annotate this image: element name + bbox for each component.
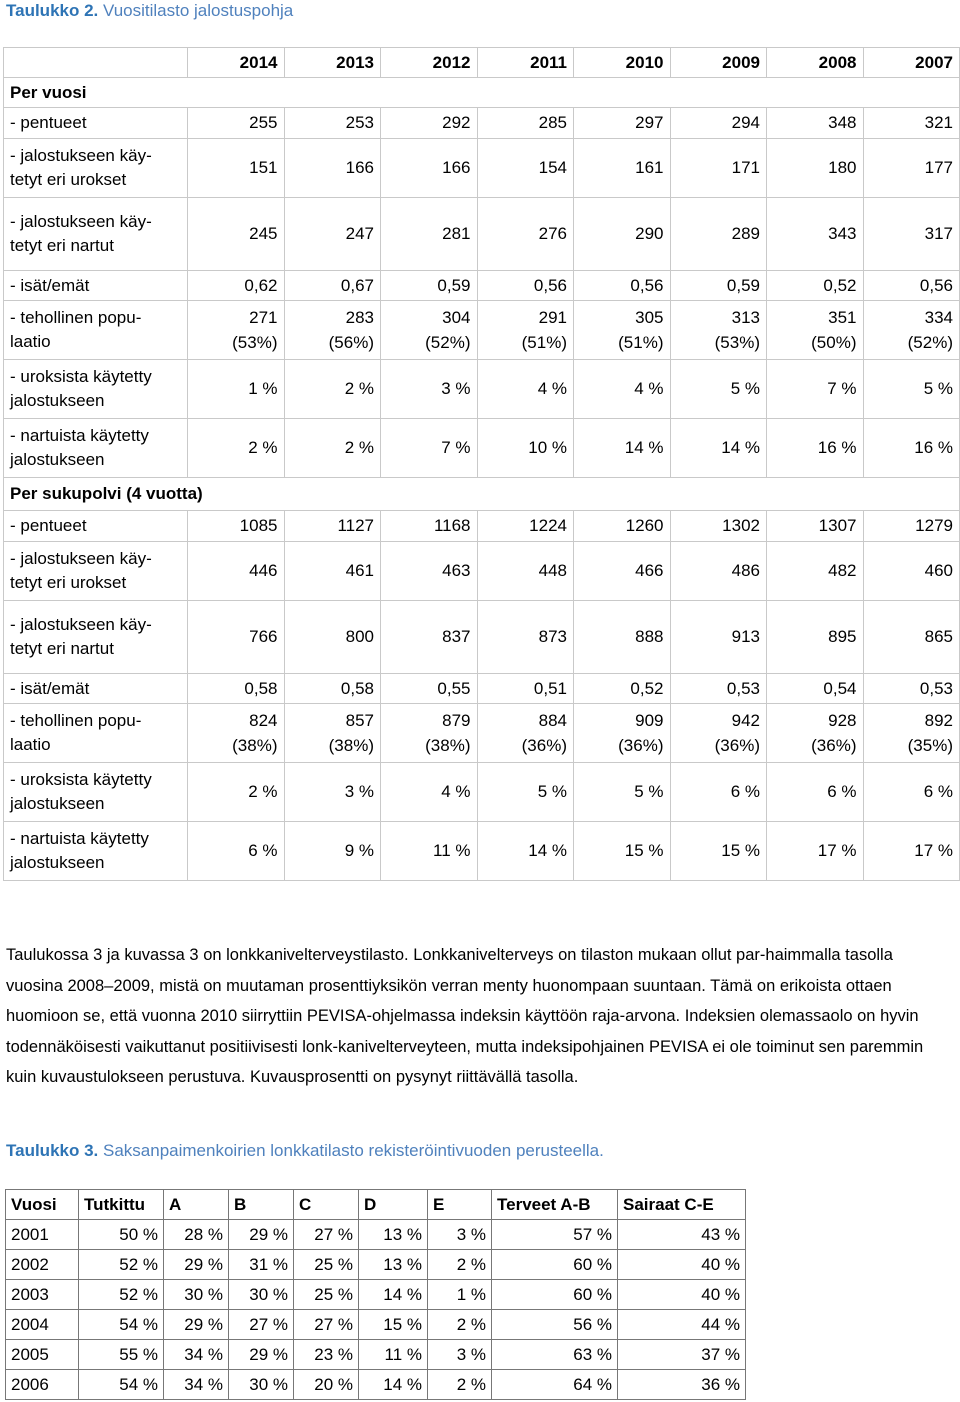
cell-value: 313 bbox=[731, 308, 760, 327]
value-cell: 151 bbox=[188, 139, 285, 198]
table-row bbox=[4, 542, 960, 601]
value-cell: 28 % bbox=[164, 1220, 229, 1250]
cell-percent: (50%) bbox=[811, 333, 857, 352]
table-row bbox=[4, 822, 960, 881]
value-cell bbox=[863, 704, 960, 763]
value-cell: 486 bbox=[670, 542, 767, 601]
value-cell: 0,58 bbox=[188, 674, 285, 704]
value-cell: 0,59 bbox=[381, 271, 478, 301]
value-cell: 1224 bbox=[477, 511, 574, 542]
value-cell bbox=[188, 704, 285, 763]
row-label: - isät/emät bbox=[4, 674, 188, 704]
value-cell: 16 % bbox=[767, 419, 864, 478]
table-row bbox=[6, 1250, 746, 1280]
value-cell: 2 % bbox=[428, 1250, 492, 1280]
value-cell: 171 bbox=[670, 139, 767, 198]
table-row bbox=[6, 1220, 746, 1250]
value-cell: 14 % bbox=[359, 1370, 428, 1400]
value-cell: 0,54 bbox=[767, 674, 864, 704]
value-cell: 52 % bbox=[79, 1250, 164, 1280]
value-cell: 2 % bbox=[428, 1310, 492, 1340]
value-cell: 5 % bbox=[574, 763, 671, 822]
value-cell: 1085 bbox=[188, 511, 285, 542]
value-cell: 5 % bbox=[863, 360, 960, 419]
value-cell: 13 % bbox=[359, 1220, 428, 1250]
table-row bbox=[6, 1370, 746, 1400]
cell-percent: (36%) bbox=[521, 736, 567, 755]
table-row bbox=[4, 674, 960, 704]
cell-value: 942 bbox=[731, 711, 760, 730]
value-cell: 25 % bbox=[294, 1250, 359, 1280]
value-cell: 5 % bbox=[670, 360, 767, 419]
value-cell: 4 % bbox=[574, 360, 671, 419]
value-cell: 1 % bbox=[428, 1280, 492, 1310]
value-cell: 180 bbox=[767, 139, 864, 198]
year-header: 2008 bbox=[767, 48, 864, 78]
table2-caption-text: Vuositilasto jalostuspohja bbox=[103, 1, 294, 20]
value-cell: 0,52 bbox=[574, 674, 671, 704]
value-cell: 166 bbox=[284, 139, 381, 198]
cell-percent: (53%) bbox=[714, 333, 760, 352]
value-cell: 1127 bbox=[284, 511, 381, 542]
value-cell: 15 % bbox=[574, 822, 671, 881]
section-title: Per sukupolvi (4 vuotta) bbox=[4, 478, 960, 511]
value-cell: 11 % bbox=[381, 822, 478, 881]
cell-value: 291 bbox=[538, 308, 567, 327]
value-cell: 50 % bbox=[79, 1220, 164, 1250]
value-cell bbox=[670, 704, 767, 763]
value-cell: 873 bbox=[477, 601, 574, 674]
value-cell: 895 bbox=[767, 601, 864, 674]
value-cell: 446 bbox=[188, 542, 285, 601]
year-cell: 2003 bbox=[6, 1280, 79, 1310]
value-cell bbox=[767, 301, 864, 360]
value-cell: 343 bbox=[767, 198, 864, 271]
row-label: - jalostukseen käy-tetyt eri nartut bbox=[4, 601, 188, 674]
table-row bbox=[6, 1280, 746, 1310]
value-cell: 348 bbox=[767, 108, 864, 139]
value-cell: 16 % bbox=[863, 419, 960, 478]
year-header: 2010 bbox=[574, 48, 671, 78]
value-cell bbox=[863, 301, 960, 360]
value-cell: 281 bbox=[381, 198, 478, 271]
cell-value: 892 bbox=[924, 711, 953, 730]
year-header: 2007 bbox=[863, 48, 960, 78]
value-cell: 3 % bbox=[428, 1340, 492, 1370]
value-cell: 63 % bbox=[492, 1340, 618, 1370]
value-cell: 37 % bbox=[618, 1340, 746, 1370]
value-cell: 1168 bbox=[381, 511, 478, 542]
column-header: Sairaat C-E bbox=[618, 1190, 746, 1220]
column-header: A bbox=[164, 1190, 229, 1220]
table-row bbox=[4, 511, 960, 542]
value-cell: 0,51 bbox=[477, 674, 574, 704]
value-cell: 13 % bbox=[359, 1250, 428, 1280]
value-cell: 54 % bbox=[79, 1370, 164, 1400]
table-row bbox=[4, 419, 960, 478]
row-label: - uroksista käytetty jalostukseen bbox=[4, 360, 188, 419]
value-cell: 290 bbox=[574, 198, 671, 271]
row-label: - nartuista käytetty jalostukseen bbox=[4, 419, 188, 478]
value-cell bbox=[188, 301, 285, 360]
value-cell: 3 % bbox=[381, 360, 478, 419]
value-cell: 888 bbox=[574, 601, 671, 674]
value-cell: 0,53 bbox=[863, 674, 960, 704]
cell-percent: (52%) bbox=[425, 333, 471, 352]
cell-value: 909 bbox=[635, 711, 664, 730]
cell-value: 351 bbox=[828, 308, 857, 327]
row-label: - jalostukseen käy-tetyt eri nartut bbox=[4, 198, 188, 271]
row-label: - jalostukseen käy-tetyt eri urokset bbox=[4, 542, 188, 601]
value-cell: 0,55 bbox=[381, 674, 478, 704]
value-cell: 1260 bbox=[574, 511, 671, 542]
value-cell: 448 bbox=[477, 542, 574, 601]
row-label: - uroksista käytetty jalostukseen bbox=[4, 763, 188, 822]
value-cell: 0,56 bbox=[477, 271, 574, 301]
value-cell: 0,62 bbox=[188, 271, 285, 301]
value-cell: 23 % bbox=[294, 1340, 359, 1370]
value-cell: 297 bbox=[574, 108, 671, 139]
value-cell: 27 % bbox=[229, 1310, 294, 1340]
year-cell: 2004 bbox=[6, 1310, 79, 1340]
value-cell: 253 bbox=[284, 108, 381, 139]
value-cell bbox=[477, 301, 574, 360]
row-label: - isät/emät bbox=[4, 271, 188, 301]
row-label: - tehollinen popu-laatio bbox=[4, 301, 188, 360]
value-cell: 11 % bbox=[359, 1340, 428, 1370]
year-header: 2012 bbox=[381, 48, 478, 78]
value-cell: 463 bbox=[381, 542, 478, 601]
year-header: 2014 bbox=[188, 48, 285, 78]
value-cell: 800 bbox=[284, 601, 381, 674]
cell-percent: (38%) bbox=[232, 736, 278, 755]
value-cell: 255 bbox=[188, 108, 285, 139]
value-cell: 4 % bbox=[381, 763, 478, 822]
value-cell: 10 % bbox=[477, 419, 574, 478]
value-cell: 14 % bbox=[574, 419, 671, 478]
value-cell: 17 % bbox=[767, 822, 864, 881]
value-cell: 0,58 bbox=[284, 674, 381, 704]
table-row bbox=[4, 301, 960, 360]
value-cell: 292 bbox=[381, 108, 478, 139]
table-row bbox=[4, 704, 960, 763]
value-cell: 5 % bbox=[477, 763, 574, 822]
year-header: 2013 bbox=[284, 48, 381, 78]
section-title: Per vuosi bbox=[4, 78, 960, 108]
value-cell: 482 bbox=[767, 542, 864, 601]
column-header: E bbox=[428, 1190, 492, 1220]
value-cell: 161 bbox=[574, 139, 671, 198]
table-row bbox=[4, 271, 960, 301]
section-title-row bbox=[4, 78, 960, 108]
year-cell: 2001 bbox=[6, 1220, 79, 1250]
value-cell: 31 % bbox=[229, 1250, 294, 1280]
value-cell bbox=[381, 301, 478, 360]
value-cell: 6 % bbox=[670, 763, 767, 822]
value-cell: 64 % bbox=[492, 1370, 618, 1400]
value-cell: 2 % bbox=[284, 419, 381, 478]
value-cell: 0,56 bbox=[863, 271, 960, 301]
year-cell: 2005 bbox=[6, 1340, 79, 1370]
column-header: Vuosi bbox=[6, 1190, 79, 1220]
value-cell: 6 % bbox=[767, 763, 864, 822]
cell-percent: (51%) bbox=[618, 333, 664, 352]
cell-percent: (36%) bbox=[714, 736, 760, 755]
value-cell: 25 % bbox=[294, 1280, 359, 1310]
cell-value: 304 bbox=[442, 308, 471, 327]
row-label: - jalostukseen käy-tetyt eri urokset bbox=[4, 139, 188, 198]
value-cell: 30 % bbox=[229, 1370, 294, 1400]
value-cell: 913 bbox=[670, 601, 767, 674]
value-cell bbox=[574, 301, 671, 360]
value-cell bbox=[284, 301, 381, 360]
value-cell: 1 % bbox=[188, 360, 285, 419]
column-header: Terveet A-B bbox=[492, 1190, 618, 1220]
value-cell: 2 % bbox=[428, 1370, 492, 1400]
value-cell: 7 % bbox=[381, 419, 478, 478]
column-header: D bbox=[359, 1190, 428, 1220]
table-row bbox=[4, 360, 960, 419]
value-cell: 52 % bbox=[79, 1280, 164, 1310]
value-cell: 0,67 bbox=[284, 271, 381, 301]
table3-caption-text: Saksanpaimenkoirien lonkkatilasto rekisteröintivuoden perusteella. bbox=[103, 1141, 604, 1160]
value-cell: 289 bbox=[670, 198, 767, 271]
cell-value: 334 bbox=[924, 308, 953, 327]
cell-value: 283 bbox=[345, 308, 374, 327]
value-cell: 294 bbox=[670, 108, 767, 139]
table-row bbox=[6, 1310, 746, 1340]
hip-health-paragraph: Taulukossa 3 ja kuvassa 3 on lonkkanivelterveystilasto. Lonkkanivelterveys on tilaston mukaan ollut par-haimmalla tasolla vuosina 2008–2009, mistä on muutaman prosenttiyksikön verran menty huonompaan suuntaan. Tämä on erikoista ottaen huomioon se, että vuonna 2010 siirryttiin PEVISA-ohjelmassa indeksin käyttöön raja-arvona. Indeksien olemassaolo on hyvin todennäköisesti vaikuttanut positiivisesti lonk-kanivelterveyteen, mutta indeksipohjainen PEVISA ei ole toiminut sen paremmin kuin kuvaustulokseen perustuva. Kuvausprosentti on pysynyt riittävällä tasolla. bbox=[6, 946, 924, 1087]
header-corner bbox=[4, 48, 188, 78]
value-cell: 55 % bbox=[79, 1340, 164, 1370]
cell-value: 884 bbox=[538, 711, 567, 730]
value-cell: 154 bbox=[477, 139, 574, 198]
value-cell: 3 % bbox=[284, 763, 381, 822]
value-cell: 29 % bbox=[229, 1340, 294, 1370]
value-cell: 3 % bbox=[428, 1220, 492, 1250]
value-cell: 29 % bbox=[164, 1250, 229, 1280]
breeding-statistics-table bbox=[3, 47, 960, 881]
value-cell: 1302 bbox=[670, 511, 767, 542]
cell-percent: (52%) bbox=[907, 333, 953, 352]
value-cell bbox=[284, 704, 381, 763]
value-cell: 15 % bbox=[359, 1310, 428, 1340]
table2-caption-label: Taulukko 2. bbox=[6, 1, 99, 20]
value-cell: 60 % bbox=[492, 1280, 618, 1310]
value-cell: 865 bbox=[863, 601, 960, 674]
value-cell: 317 bbox=[863, 198, 960, 271]
cell-percent: (56%) bbox=[328, 333, 374, 352]
value-cell: 20 % bbox=[294, 1370, 359, 1400]
cell-value: 824 bbox=[249, 711, 278, 730]
value-cell: 14 % bbox=[670, 419, 767, 478]
value-cell: 17 % bbox=[863, 822, 960, 881]
value-cell: 27 % bbox=[294, 1310, 359, 1340]
row-label: - nartuista käytetty jalostukseen bbox=[4, 822, 188, 881]
value-cell: 2 % bbox=[284, 360, 381, 419]
value-cell: 460 bbox=[863, 542, 960, 601]
value-cell: 27 % bbox=[294, 1220, 359, 1250]
cell-percent: (38%) bbox=[425, 736, 471, 755]
year-cell: 2002 bbox=[6, 1250, 79, 1280]
value-cell: 60 % bbox=[492, 1250, 618, 1280]
column-header: B bbox=[229, 1190, 294, 1220]
table-row bbox=[4, 601, 960, 674]
value-cell: 9 % bbox=[284, 822, 381, 881]
value-cell: 461 bbox=[284, 542, 381, 601]
value-cell: 321 bbox=[863, 108, 960, 139]
value-cell: 1307 bbox=[767, 511, 864, 542]
table-row bbox=[4, 198, 960, 271]
value-cell: 44 % bbox=[618, 1310, 746, 1340]
value-cell: 36 % bbox=[618, 1370, 746, 1400]
cell-percent: (51%) bbox=[521, 333, 567, 352]
value-cell: 285 bbox=[477, 108, 574, 139]
hip-statistics-table bbox=[5, 1189, 746, 1400]
cell-percent: (36%) bbox=[618, 736, 664, 755]
cell-value: 305 bbox=[635, 308, 664, 327]
cell-percent: (35%) bbox=[907, 736, 953, 755]
cell-value: 879 bbox=[442, 711, 471, 730]
cell-percent: (53%) bbox=[232, 333, 278, 352]
value-cell: 43 % bbox=[618, 1220, 746, 1250]
value-cell: 40 % bbox=[618, 1250, 746, 1280]
value-cell: 29 % bbox=[229, 1220, 294, 1250]
value-cell: 30 % bbox=[164, 1280, 229, 1310]
value-cell: 766 bbox=[188, 601, 285, 674]
value-cell: 15 % bbox=[670, 822, 767, 881]
table-row bbox=[6, 1340, 746, 1370]
value-cell: 0,52 bbox=[767, 271, 864, 301]
value-cell: 2 % bbox=[188, 763, 285, 822]
value-cell: 837 bbox=[381, 601, 478, 674]
value-cell: 40 % bbox=[618, 1280, 746, 1310]
table3-caption bbox=[6, 1141, 604, 1161]
value-cell: 0,59 bbox=[670, 271, 767, 301]
value-cell: 34 % bbox=[164, 1340, 229, 1370]
year-cell: 2006 bbox=[6, 1370, 79, 1400]
table3-caption-label: Taulukko 3. bbox=[6, 1141, 99, 1160]
value-cell bbox=[670, 301, 767, 360]
row-label: - pentueet bbox=[4, 108, 188, 139]
value-cell bbox=[477, 704, 574, 763]
year-header: 2009 bbox=[670, 48, 767, 78]
value-cell: 166 bbox=[381, 139, 478, 198]
value-cell: 6 % bbox=[188, 822, 285, 881]
table-row bbox=[4, 108, 960, 139]
value-cell: 56 % bbox=[492, 1310, 618, 1340]
value-cell: 247 bbox=[284, 198, 381, 271]
value-cell: 177 bbox=[863, 139, 960, 198]
cell-percent: (38%) bbox=[328, 736, 374, 755]
value-cell: 29 % bbox=[164, 1310, 229, 1340]
value-cell: 14 % bbox=[477, 822, 574, 881]
value-cell: 2 % bbox=[188, 419, 285, 478]
table-row bbox=[4, 139, 960, 198]
value-cell: 1279 bbox=[863, 511, 960, 542]
value-cell: 57 % bbox=[492, 1220, 618, 1250]
value-cell bbox=[767, 704, 864, 763]
row-label: - tehollinen popu-laatio bbox=[4, 704, 188, 763]
row-label: - pentueet bbox=[4, 511, 188, 542]
value-cell: 34 % bbox=[164, 1370, 229, 1400]
section-title-row bbox=[4, 478, 960, 511]
value-cell: 54 % bbox=[79, 1310, 164, 1340]
value-cell bbox=[381, 704, 478, 763]
value-cell: 276 bbox=[477, 198, 574, 271]
column-header: C bbox=[294, 1190, 359, 1220]
value-cell bbox=[574, 704, 671, 763]
value-cell: 4 % bbox=[477, 360, 574, 419]
cell-value: 271 bbox=[249, 308, 278, 327]
value-cell: 30 % bbox=[229, 1280, 294, 1310]
value-cell: 0,56 bbox=[574, 271, 671, 301]
year-header-row bbox=[4, 48, 960, 78]
value-cell: 6 % bbox=[863, 763, 960, 822]
value-cell: 245 bbox=[188, 198, 285, 271]
column-header: Tutkittu bbox=[79, 1190, 164, 1220]
table-row bbox=[4, 763, 960, 822]
cell-value: 857 bbox=[345, 711, 374, 730]
cell-percent: (36%) bbox=[811, 736, 857, 755]
table2-caption bbox=[6, 1, 293, 21]
year-header: 2011 bbox=[477, 48, 574, 78]
value-cell: 14 % bbox=[359, 1280, 428, 1310]
value-cell: 7 % bbox=[767, 360, 864, 419]
cell-value: 928 bbox=[828, 711, 857, 730]
value-cell: 466 bbox=[574, 542, 671, 601]
value-cell: 0,53 bbox=[670, 674, 767, 704]
